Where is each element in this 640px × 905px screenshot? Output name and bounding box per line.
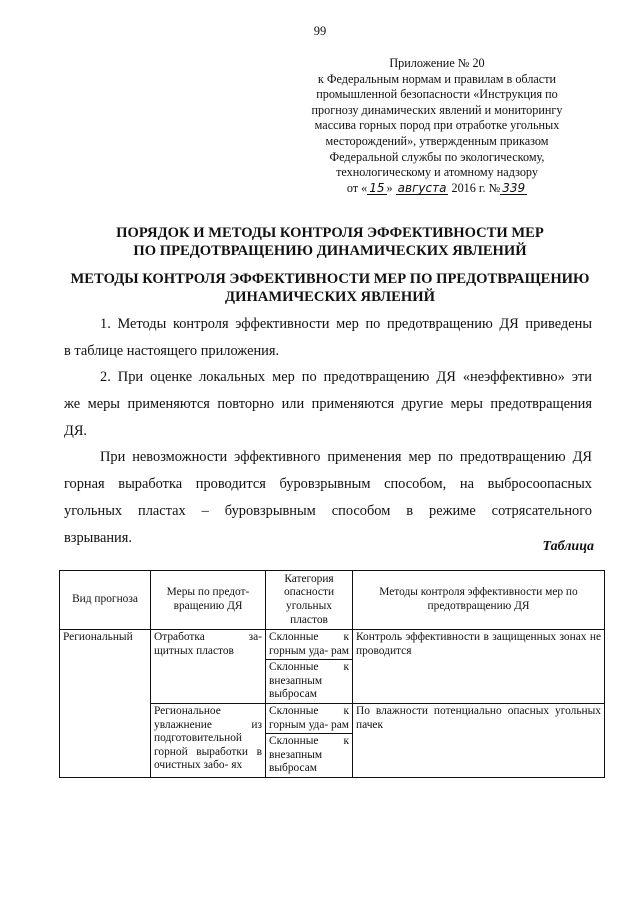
main-title-line: ПОРЯДОК И МЕТОДЫ КОНТРОЛЯ ЭФФЕКТИВНОСТИ МЕР xyxy=(116,225,544,241)
handwritten-order-number: 339 xyxy=(502,180,526,195)
page-number: 99 xyxy=(313,24,327,38)
appendix-line: к Федеральным нормам и правилам в области xyxy=(317,71,557,86)
appendix-line: прогнозу динамических явлений и мониторингу xyxy=(311,102,563,117)
paragraph-line: ДЯ. xyxy=(64,423,88,439)
paragraph-line: же меры применяются повторно или применяются другие меры предотвращения xyxy=(64,396,592,412)
paragraph-line: в таблице настоящего приложения. xyxy=(64,343,280,359)
header-methods: Методы контроля эффективности мер по предотвращению ДЯ xyxy=(353,571,605,630)
paragraph-1 xyxy=(64,311,592,365)
method-cell: По влажности потенциально опасных угольных пачек xyxy=(353,703,605,777)
order-date-line xyxy=(302,181,572,197)
header-measures: Меры по предот- вращению ДЯ xyxy=(151,571,266,630)
paragraph-line: 2. При оценке локальных мер по предотвращению ДЯ «неэффективно» эти xyxy=(100,369,592,385)
table-header-row xyxy=(60,571,605,630)
date-year: 2016 г. № xyxy=(448,180,501,195)
appendix-header xyxy=(302,56,572,196)
appendix-line: массива горных пород при отработке угольных xyxy=(314,118,560,133)
category-cell: Склонные к горным уда- рам xyxy=(266,703,353,733)
appendix-line: Приложение № 20 xyxy=(389,56,485,70)
main-title xyxy=(60,224,600,260)
forecast-type-cell: Региональный xyxy=(60,630,151,778)
method-cell: Контроль эффективности в защищенных зонах не проводится xyxy=(353,630,605,704)
handwritten-day: 15 xyxy=(369,180,385,195)
category-cell: Склонные к внезапным выбросам xyxy=(266,660,353,704)
paragraph-2 xyxy=(64,364,592,445)
handwritten-month: августа xyxy=(397,180,447,195)
appendix-line: технологическому и атомному надзору xyxy=(336,165,538,180)
appendix-line: промышленной безопасности «Инструкция по xyxy=(316,87,558,102)
appendix-line: Федеральной службы по экологическому, xyxy=(329,149,545,164)
date-mid: » xyxy=(386,180,396,195)
date-prefix: от « xyxy=(346,180,368,195)
section-title-line: МЕТОДЫ КОНТРОЛЯ ЭФФЕКТИВНОСТИ МЕР ПО ПРЕДОТВРАЩЕНИЮ xyxy=(70,271,590,287)
category-cell: Склонные к внезапным выбросам xyxy=(266,734,353,778)
appendix-line: месторождений», утвержденным приказом xyxy=(325,133,549,148)
header-category: Категория опасности угольных пластов xyxy=(266,571,353,630)
paragraph-line: При невозможности эффективного применения мер по предотвращению ДЯ xyxy=(100,449,592,465)
main-title-line: ПО ПРЕДОТВРАЩЕНИЮ ДИНАМИЧЕСКИХ ЯВЛЕНИЙ xyxy=(133,243,527,259)
methods-table xyxy=(59,570,605,778)
paragraph-line: угольных пластах – буровзрывным способом в режиме сотрясательного xyxy=(64,503,592,519)
category-cell: Склонные к горным уда- рам xyxy=(266,630,353,660)
paragraph-line: горная выработка проводится буровзрывным способом, на выбросоопасных xyxy=(64,476,592,492)
section-title xyxy=(60,270,600,306)
paragraph-line: 1. Методы контроля эффективности мер по предотвращению ДЯ приведены xyxy=(100,316,592,332)
paragraph-line: взрывания. xyxy=(64,530,132,546)
table-row xyxy=(60,630,605,660)
section-title-line: ДИНАМИЧЕСКИХ ЯВЛЕНИЙ xyxy=(225,289,435,305)
measure-cell: Отработка за- щитных пластов xyxy=(151,630,266,704)
paragraph-3 xyxy=(64,444,592,552)
table-caption: Таблица xyxy=(542,539,594,554)
measure-cell: Региональное увлажнение из подготовительной горной выработки в очистных забо- ях xyxy=(151,703,266,777)
header-forecast-type: Вид прогноза xyxy=(60,571,151,630)
